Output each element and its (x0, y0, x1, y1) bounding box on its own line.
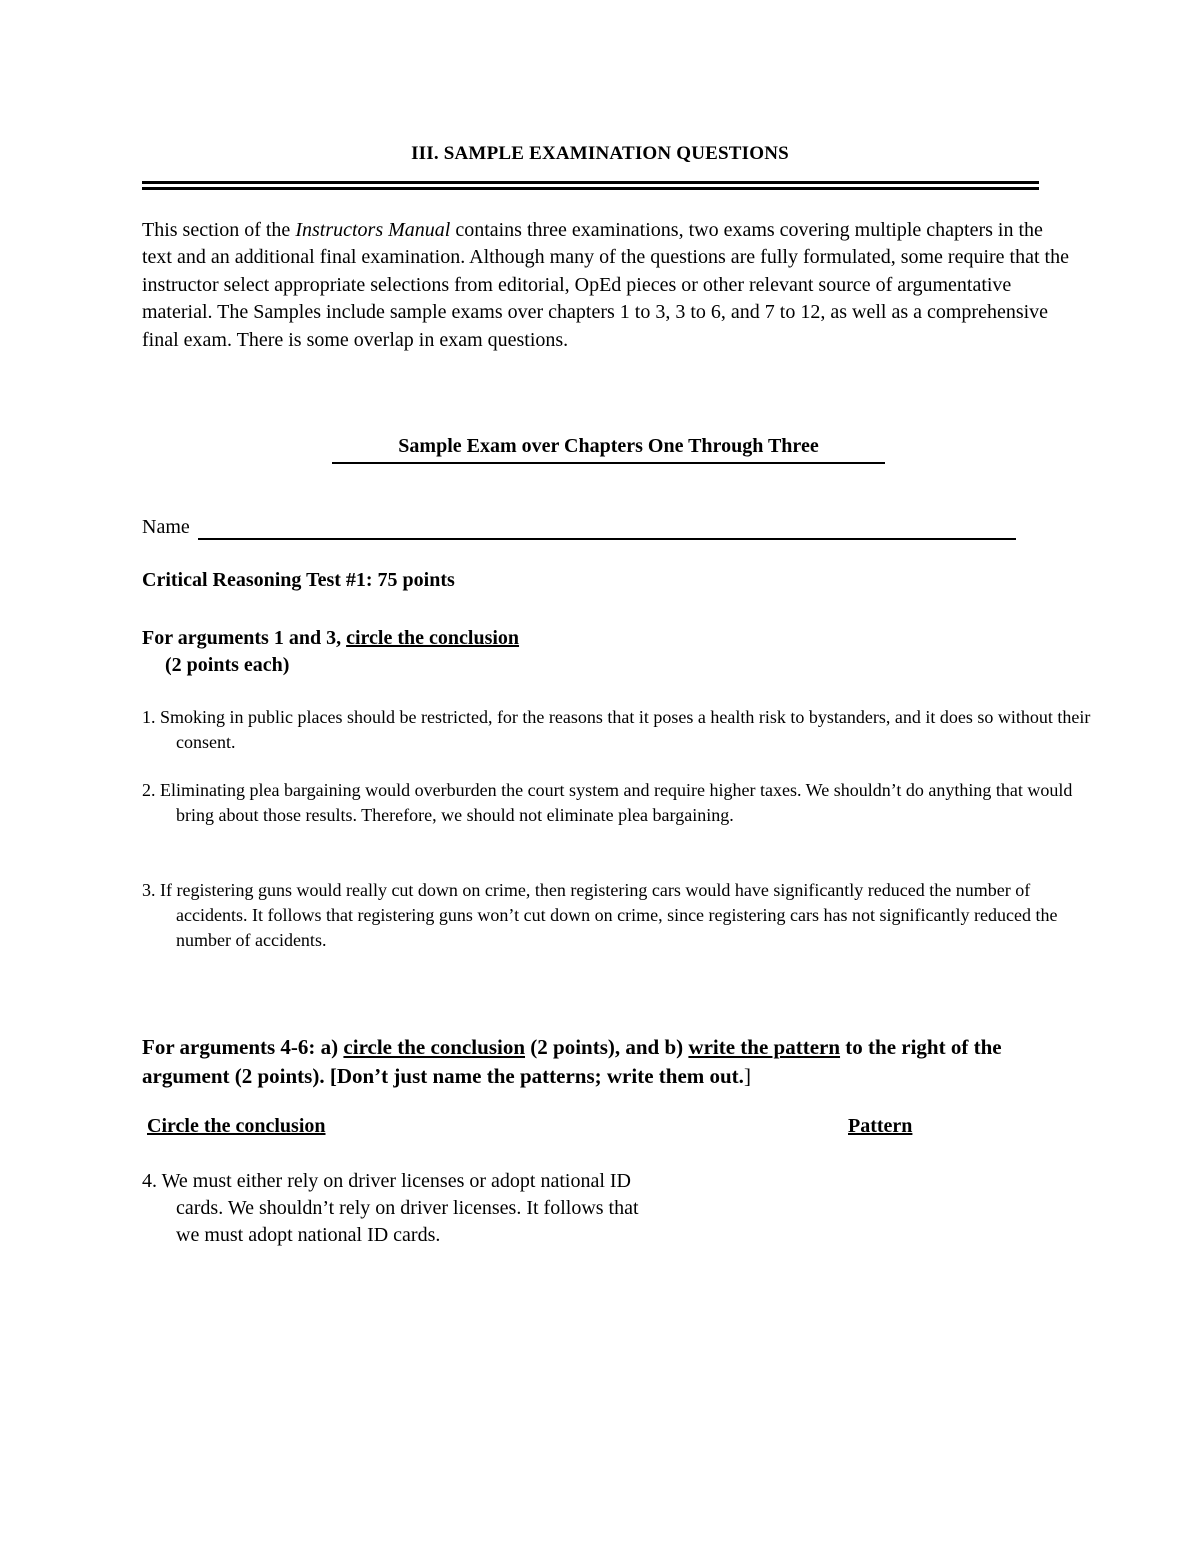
instruction-part-1: For arguments 4-6: a) (142, 1035, 344, 1059)
name-blank-line (198, 538, 1016, 540)
arguments-1-3-instruction (142, 625, 519, 679)
question-3: 3. If registering guns would really cut down on crime, then registering cars would have significantly reduced the number of accidents. It follows that registering guns won’t cut down on crime, since registering cars has not significantly reduced the number of accidents. (142, 880, 1058, 950)
column-header-conclusion: Circle the conclusion (147, 1115, 326, 1137)
instruction-underlined-1: circle the conclusion (343, 1035, 526, 1059)
question-1: 1. Smoking in public places should be restricted, for the reasons that it poses a health risk to bystanders, and it does so without their consent. (142, 707, 1091, 752)
instruction-underlined: circle the conclusion (346, 627, 520, 649)
test-heading: Critical Reasoning Test #1: 75 points (142, 569, 455, 591)
instruction-bracket: ] (743, 1064, 751, 1088)
intro-paragraph (142, 217, 1072, 354)
intro-text-end: contains three examinations, two exams covering multiple chapters in the text and an additional final examination. Although many of the questions are fully formulated, some require that the instructor select appropriate selections from editorial, OpEd pieces or other relevant source of argumentative material. The Samples include sample exams over chapters 1 to 3, 3 to 6, and 7 to 12, as well as a comprehensive final exam. There is some overlap in exam questions. (142, 219, 1069, 351)
intro-italic-term: Instructors Manual (295, 219, 451, 241)
name-label: Name (142, 516, 190, 538)
instruction-lead: For arguments 1 and 3, (142, 627, 347, 649)
question-4: 4. We must either rely on driver licenses or adopt national ID cards. We shouldn’t rely on driver licenses. It follows that we must adopt national ID cards. (142, 1170, 639, 1246)
intro-text-start: This section of the (142, 219, 296, 241)
section-heading: III. SAMPLE EXAMINATION QUESTIONS (411, 143, 789, 164)
arguments-4-6-instruction (142, 1033, 1092, 1091)
column-header-pattern: Pattern (848, 1115, 913, 1137)
exam-title: Sample Exam over Chapters One Through Three (332, 435, 885, 464)
instruction-part-2: (2 points), and b) (525, 1035, 689, 1059)
instruction-part-3: to the right of the argument (2 points). [Don’t just name the patterns; write them out. (142, 1035, 1002, 1088)
instruction-points: (2 points each) (165, 654, 290, 676)
double-divider (142, 181, 1039, 190)
question-2: 2. Eliminating plea bargaining would overburden the court system and require higher taxes. We shouldn’t do anything that would bring about those results. Therefore, we should not eliminate plea bargaining. (142, 780, 1073, 825)
instruction-underlined-2: write the pattern (688, 1035, 841, 1059)
